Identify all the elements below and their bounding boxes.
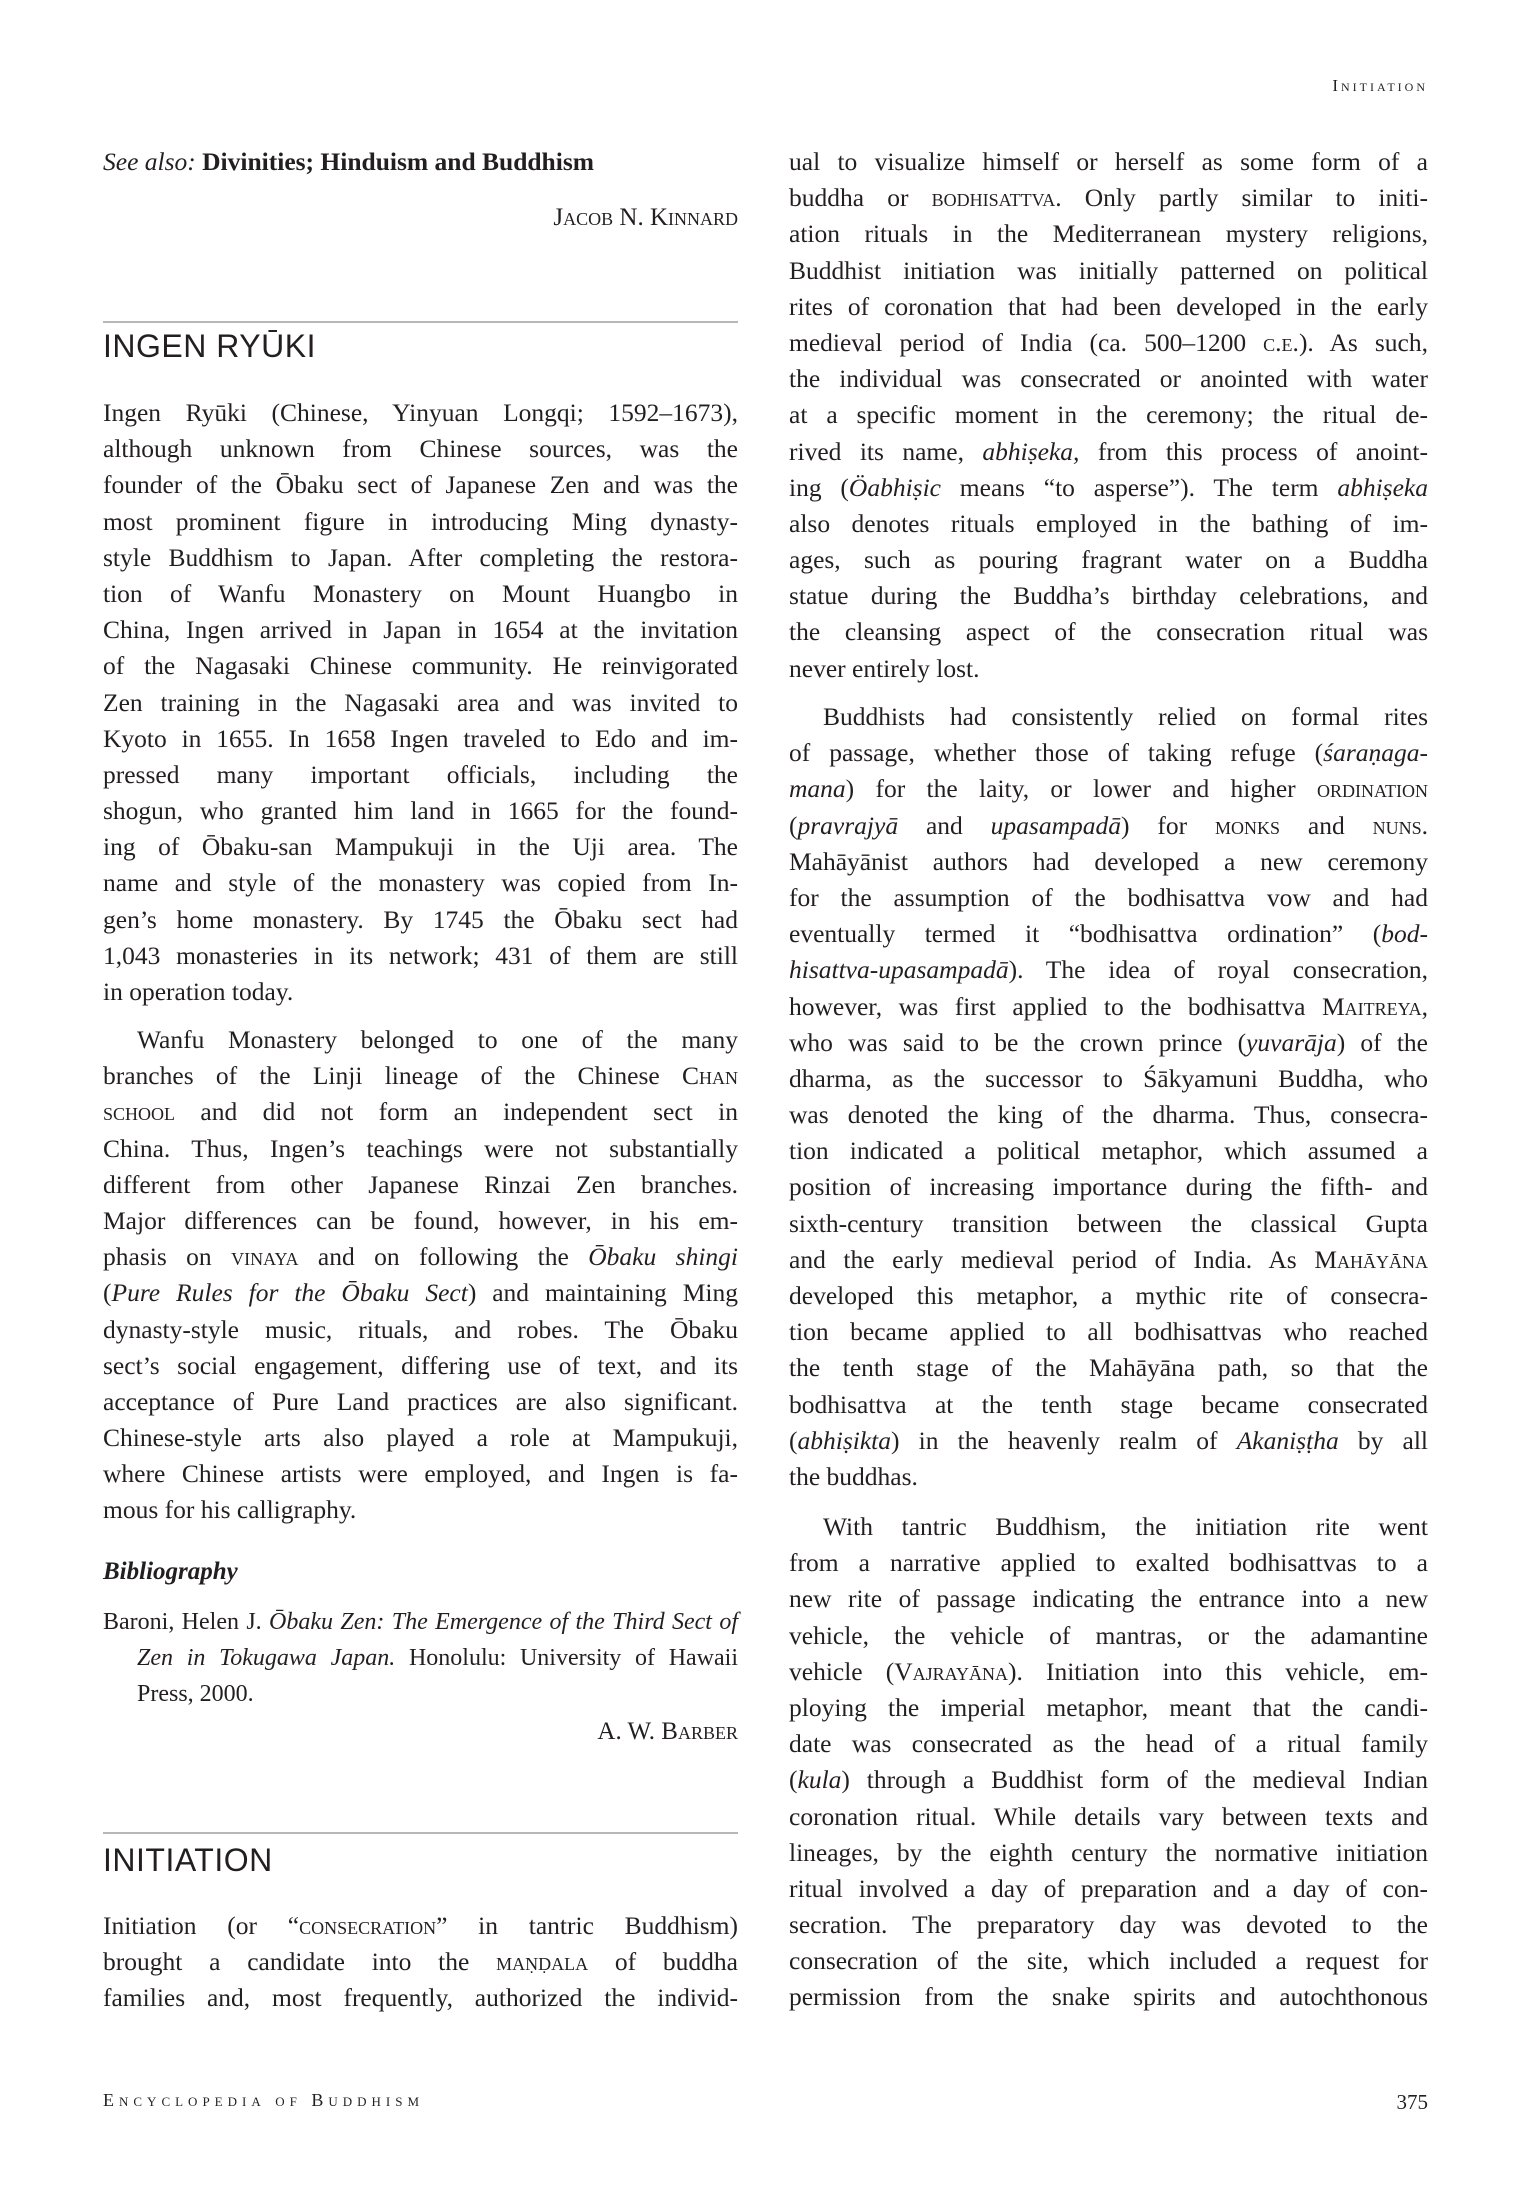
text: Press, 2000. <box>137 1681 254 1708</box>
text-line <box>789 434 1428 470</box>
text: With tantric Buddhism, the initiation rite went <box>823 1512 1428 1541</box>
text: the cleansing aspect of the consecration ritual was <box>789 617 1428 647</box>
italic-text: Öabhiṣic <box>848 472 941 502</box>
see-also <box>103 144 738 180</box>
text: Honolulu: University of Hawaii <box>395 1645 738 1672</box>
text-line <box>789 1350 1428 1386</box>
ingen-paragraph-1 <box>103 395 738 1010</box>
italic-text: See also: <box>103 147 203 176</box>
text-line <box>103 1022 738 1058</box>
text-line <box>103 1275 738 1311</box>
text: date was consecrated as the head of a ritual family <box>789 1729 1428 1759</box>
footer-book-title: Encyclopedia of Buddhism <box>103 2090 425 2110</box>
text: never entirely lost. <box>789 653 980 683</box>
text-line <box>789 1509 1428 1545</box>
bibliography-entry <box>103 1604 738 1713</box>
cross-reference: maṇḍala <box>496 1947 589 1977</box>
text: ual to visualize himself or herself as some form of a <box>789 147 1428 176</box>
text-line <box>789 735 1428 771</box>
author-signature: A. W. Barber <box>597 1718 738 1745</box>
text: ) for <box>1121 810 1216 840</box>
text: Initiation (or “ <box>103 1911 300 1940</box>
text-line <box>103 1420 738 1456</box>
text-line <box>789 1581 1428 1617</box>
text-line <box>789 844 1428 880</box>
text-line <box>789 1097 1428 1133</box>
text-line <box>103 1640 738 1676</box>
text: ( <box>789 1425 798 1455</box>
text: , <box>1421 991 1428 1021</box>
italic-text: hisattva-upasampadā <box>789 955 1009 985</box>
text: position of increasing importance during the fifth- and <box>789 1172 1428 1202</box>
text: rived its name, <box>789 436 983 466</box>
text: ” in tantric Buddhism) <box>436 1911 738 1940</box>
italic-text: bod- <box>1381 919 1428 949</box>
cross-reference: nuns <box>1372 810 1422 840</box>
text: ( <box>789 810 798 840</box>
text-line <box>103 757 738 793</box>
text-line <box>789 542 1428 578</box>
text: however, was first applied to the bodhisattva <box>789 991 1322 1021</box>
text-line <box>789 1545 1428 1581</box>
text-line <box>789 1278 1428 1314</box>
text-line <box>789 1618 1428 1654</box>
cross-reference: c.e. <box>1263 327 1299 357</box>
text: ( <box>103 1278 112 1308</box>
italic-text: Ōbaku Zen: The Emergence of the Third Sect of <box>269 1609 738 1635</box>
text: ). The idea of royal consecration, <box>1008 955 1428 985</box>
text: by all <box>1338 1425 1428 1455</box>
text-line <box>103 1604 738 1640</box>
text-line <box>103 1094 738 1130</box>
text: name and style of the monastery was copied from In- <box>103 868 738 898</box>
italic-text: śaraṇaga- <box>1323 738 1428 768</box>
entry-heading-ingen: INGEN RYŪKI <box>103 328 316 364</box>
text-line <box>103 1980 738 2016</box>
text-line <box>789 1169 1428 1205</box>
initiation-paragraph-1-cont <box>789 144 1428 687</box>
text-line <box>789 1423 1428 1459</box>
text: phasis on <box>103 1242 232 1272</box>
initiation-paragraph-1 <box>103 1908 738 2017</box>
text: of buddha <box>588 1947 738 1977</box>
text-line <box>789 1242 1428 1278</box>
text-line <box>103 1384 738 1420</box>
text: secration. The preparatory day was devoted to the <box>789 1910 1428 1940</box>
text: founder of the Ōbaku sect of Japanese Zen and was the <box>103 470 738 500</box>
text: China, Ingen arrived in Japan in 1654 at the invitation <box>103 615 738 645</box>
text-line <box>103 1058 738 1094</box>
italic-text: kula <box>797 1765 842 1795</box>
text: families and, most frequently, authorized the individ- <box>103 1983 738 2013</box>
text: China. Thus, Ingen’s teachings were not substantially <box>103 1133 738 1163</box>
text: from a narrative applied to exalted bodhisattvas to a <box>789 1548 1428 1578</box>
text: ritual involved a day of preparation and a day of con- <box>789 1873 1428 1903</box>
text-line <box>103 793 738 829</box>
text-line <box>789 325 1428 361</box>
text-line <box>103 431 738 467</box>
text: developed this metaphor, a mythic rite of consecra- <box>789 1281 1428 1310</box>
text-line <box>789 699 1428 735</box>
text: ing ( <box>789 472 849 502</box>
section-divider <box>103 1832 738 1834</box>
text-line <box>789 916 1428 952</box>
text: coronation ritual. While details vary between texts and <box>789 1801 1428 1831</box>
text: buddha or <box>789 183 932 213</box>
text-line <box>789 1943 1428 1979</box>
text: ) for the laity, or lower and higher <box>845 774 1317 804</box>
text-line <box>103 612 738 648</box>
initiation-paragraph-2 <box>789 699 1428 1495</box>
text-line <box>789 614 1428 650</box>
text-line <box>103 1131 738 1167</box>
italic-text: pravrajyā <box>797 810 899 840</box>
cross-reference: Chan <box>681 1061 738 1091</box>
text-line <box>103 974 738 1010</box>
text-line <box>103 576 738 612</box>
text: Zen training in the Nagasaki area and was invited to <box>103 687 738 717</box>
text: shogun, who granted him land in 1665 for the found- <box>103 796 738 826</box>
text: rites of coronation that had been developed in the early <box>789 291 1428 321</box>
text: bodhisattva at the tenth stage became consecrated <box>789 1389 1428 1419</box>
text-line <box>103 504 738 540</box>
italic-text: Zen in Tokugawa Japan. <box>137 1645 396 1672</box>
text: sixth-century transition between the classical Gupta <box>789 1208 1428 1238</box>
text-line <box>103 1944 738 1980</box>
text: Kyoto in 1655. In 1658 Ingen traveled to Edo and im- <box>103 723 738 753</box>
text: ation rituals in the Mediterranean mystery religions, <box>789 219 1428 249</box>
text: the individual was consecrated or anointed with water <box>789 364 1428 394</box>
text-line <box>789 1314 1428 1350</box>
text: and did not form an independent sect in <box>175 1097 738 1127</box>
text: sect’s social engagement, differing use of text, and its <box>103 1350 738 1380</box>
text-line <box>789 216 1428 252</box>
text-line <box>789 506 1428 542</box>
text-line <box>789 808 1428 844</box>
italic-text: mana <box>789 774 846 804</box>
bold-text: Divinities; Hinduism and Buddhism <box>202 147 594 176</box>
cross-reference: vinaya <box>231 1242 299 1272</box>
text-line <box>789 1799 1428 1835</box>
text: the buddhas. <box>789 1461 918 1491</box>
text-line <box>789 397 1428 433</box>
text-line <box>103 1348 738 1384</box>
text: ) of the <box>1336 1027 1428 1057</box>
text: in operation today. <box>103 977 294 1006</box>
text: style Buddhism to Japan. After completing the restora- <box>103 542 738 572</box>
text-line <box>789 1133 1428 1169</box>
text: and the early medieval period of India. As <box>789 1244 1315 1274</box>
text: new rite of passage indicating the entrance into a new <box>789 1584 1428 1614</box>
text: who was said to be the crown prince ( <box>789 1027 1247 1057</box>
text: ( <box>789 1765 798 1795</box>
text: and on following the <box>298 1242 589 1272</box>
page-number: 375 <box>1396 2090 1428 2114</box>
text-line <box>789 361 1428 397</box>
cross-reference: ordination <box>1317 774 1428 804</box>
text: vehicle ( <box>789 1656 895 1686</box>
text-line <box>789 578 1428 614</box>
italic-text: abhiṣeka, <box>982 436 1080 466</box>
section-divider <box>103 321 738 323</box>
text: ) and maintaining Ming <box>467 1278 738 1308</box>
text-line <box>103 540 738 576</box>
text-line <box>103 467 738 503</box>
text: dharma, as the successor to Śākyamuni Buddha, who <box>789 1063 1428 1093</box>
text: tion indicated a political metaphor, which assumed a <box>789 1136 1428 1166</box>
text-line <box>789 1690 1428 1726</box>
text-line <box>789 771 1428 807</box>
text: branches of the Linji lineage of the Chinese <box>103 1061 682 1091</box>
text: ) in the heavenly realm of <box>891 1425 1237 1455</box>
text-line <box>789 1726 1428 1762</box>
text: most prominent figure in introducing Ming dynasty- <box>103 506 738 536</box>
text: ing of Ōbaku-san Mampukuji in the Uji area. The <box>103 832 738 862</box>
running-head: Initiation <box>1332 76 1428 95</box>
text: statue during the Buddha’s birthday celebrations, and <box>789 581 1428 611</box>
text-line <box>789 1387 1428 1423</box>
text: ). Initiation into this vehicle, em- <box>1008 1656 1428 1686</box>
text-line <box>103 902 738 938</box>
text: and <box>1280 810 1373 840</box>
text: 1,043 monasteries in its network; 431 of them are still <box>103 940 738 970</box>
text: lineages, by the eighth century the normative initiation <box>789 1837 1428 1867</box>
text-line <box>789 1459 1428 1495</box>
text-line <box>789 144 1428 180</box>
text-line <box>789 1762 1428 1798</box>
text: Buddhist initiation was initially patterned on political <box>789 255 1428 285</box>
text-line <box>103 1492 738 1528</box>
cross-reference: bodhisattva <box>931 183 1056 213</box>
text-line <box>789 1871 1428 1907</box>
text-line <box>103 1456 738 1492</box>
text: . Only partly similar to initi- <box>1055 183 1429 213</box>
text: acceptance of Pure Land practices are also significant. <box>103 1386 738 1416</box>
italic-text: Pure Rules for the Ōbaku Sect <box>111 1278 468 1308</box>
italic-text: Ōbaku shingi <box>588 1242 738 1272</box>
text: medieval period of India (ca. 500–1200 <box>789 327 1264 357</box>
text: for the assumption of the bodhisattva vow and had <box>789 882 1428 912</box>
text-line <box>789 1206 1428 1242</box>
text-line <box>103 1908 738 1944</box>
bibliography-heading: Bibliography <box>103 1558 238 1585</box>
text-line <box>789 651 1428 687</box>
text-line <box>103 648 738 684</box>
text: of passage, whether those of taking refuge ( <box>789 738 1324 768</box>
cross-reference: Mahāyāna <box>1314 1244 1428 1274</box>
text-line <box>789 1061 1428 1097</box>
ingen-paragraph-2 <box>103 1022 738 1529</box>
text-line <box>103 395 738 431</box>
text: dynasty-style music, rituals, and robes. The Ōbaku <box>103 1314 738 1344</box>
text: means “to asperse”). The term <box>940 472 1338 502</box>
italic-text: yuvarāja <box>1246 1027 1337 1057</box>
text: Mahāyānist authors had developed a new ceremony <box>789 846 1428 876</box>
text-line <box>103 721 738 757</box>
text: Baroni, Helen J. <box>103 1609 270 1635</box>
text: Chinese-style arts also played a role at Mampukuji, <box>103 1423 738 1453</box>
text-line <box>789 470 1428 506</box>
cross-reference: monks <box>1215 810 1281 840</box>
text-line <box>103 144 738 180</box>
text-line <box>789 880 1428 916</box>
author-signature: Jacob N. Kinnard <box>553 204 738 231</box>
text-line <box>789 253 1428 289</box>
text: eventually termed it “bodhisattva ordination” ( <box>789 919 1382 949</box>
italic-text: abhiṣikta <box>797 1425 891 1455</box>
text-line <box>789 1654 1428 1690</box>
text: brought a candidate into the <box>103 1947 497 1977</box>
text-line <box>103 938 738 974</box>
text-line <box>789 1835 1428 1871</box>
cross-reference: Maitreya <box>1321 991 1422 1021</box>
text-line <box>103 685 738 721</box>
text-line <box>789 952 1428 988</box>
entry-heading-initiation: INITIATION <box>103 1842 273 1878</box>
text-line <box>789 1907 1428 1943</box>
text-line <box>789 1025 1428 1061</box>
text: different from other Japanese Rinzai Zen branches. <box>103 1169 738 1199</box>
text: where Chinese artists were employed, and Ingen is fa- <box>103 1459 738 1489</box>
text: . <box>1421 810 1429 840</box>
text: tion became applied to all bodhisattvas who reached <box>789 1317 1428 1347</box>
text: of the Nagasaki Chinese community. He reinvigorated <box>103 651 738 681</box>
text: Ingen Ryūki (Chinese, Yinyuan Longqi; 1592–1673), <box>103 398 738 427</box>
text: also denotes rituals employed in the bathing of im- <box>789 508 1428 538</box>
text: mous for his calligraphy. <box>103 1495 357 1525</box>
text: ploying the imperial metaphor, meant that the candi- <box>789 1692 1428 1722</box>
text: ages, such as pouring fragrant water on a Buddha <box>789 545 1428 575</box>
italic-text: upasampadā <box>990 810 1122 840</box>
text: permission from the snake spirits and autochthonous <box>789 1982 1428 2012</box>
italic-text: abhiṣeka <box>1337 472 1428 502</box>
text-line <box>103 1203 738 1239</box>
text-line <box>103 1312 738 1348</box>
text: although unknown from Chinese sources, was the <box>103 434 738 464</box>
text-line <box>103 1239 738 1275</box>
text-line <box>789 289 1428 325</box>
text-line <box>789 1979 1428 2015</box>
text: vehicle, the vehicle of mantras, or the adamantine <box>789 1620 1428 1650</box>
text: and <box>898 810 991 840</box>
text: consecration of the site, which included a request for <box>789 1946 1428 1976</box>
italic-text: Akaniṣṭha <box>1236 1425 1339 1455</box>
text: Major differences can be found, however, in his em- <box>103 1205 738 1235</box>
text-line <box>789 989 1428 1025</box>
cross-reference: consecration <box>299 1911 437 1940</box>
text: was denoted the king of the dharma. Thus, consecra- <box>789 1100 1428 1130</box>
text-line <box>103 829 738 865</box>
cross-reference: Vajrayāna <box>894 1656 1008 1686</box>
text-line <box>103 1676 738 1712</box>
initiation-paragraph-3 <box>789 1509 1428 2016</box>
text: ). As such, <box>1298 327 1428 357</box>
text-line <box>103 1167 738 1203</box>
text: the tenth stage of the Mahāyāna path, so that the <box>789 1353 1428 1383</box>
text: Buddhists had consistently relied on formal rites <box>823 702 1428 731</box>
text: at a specific moment in the ceremony; the ritual de- <box>789 400 1428 430</box>
text: from this process of anoint- <box>1079 436 1428 466</box>
text-line <box>789 180 1428 216</box>
text: gen’s home monastery. By 1745 the Ōbaku sect had <box>103 904 738 934</box>
text: tion of Wanfu Monastery on Mount Huangbo in <box>103 578 738 608</box>
cross-reference: school <box>103 1097 176 1127</box>
text: ) through a Buddhist form of the medieval Indian <box>841 1765 1428 1795</box>
text: pressed many important officials, including the <box>103 759 738 789</box>
text: Wanfu Monastery belonged to one of the many <box>137 1025 738 1054</box>
text-line <box>103 865 738 901</box>
